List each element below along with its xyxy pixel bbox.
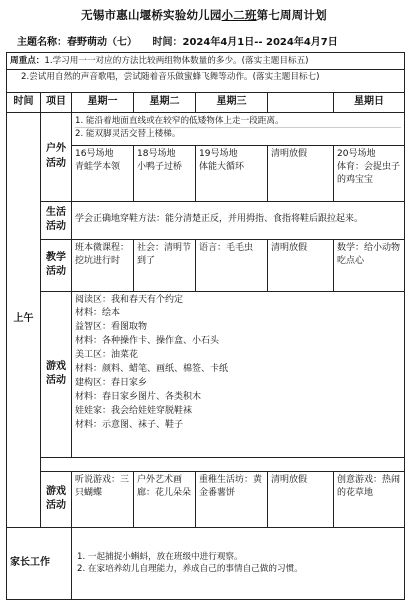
play-area-line: 娃娃家：我会给娃娃穿脱鞋袜: [75, 406, 193, 416]
afternoon-play-day-3: 重稚生活坊：黄金番薯饼: [196, 471, 268, 527]
header-item: 项目: [41, 93, 72, 113]
afternoon-play-day-5: 创意游戏：热闹的花草地: [334, 471, 405, 527]
family-work-item-1: 1. 一起捕捉小蝌蚪，放在班级中进行观察。: [77, 551, 243, 562]
outdoor-day-4: 清明放假: [268, 145, 334, 201]
play-area-line: 材料：春日家乡图片、各类积木: [75, 392, 202, 403]
page-title: [0, 7, 408, 23]
family-work-item-2: 2. 在家培养幼儿自理能力，养成自己的事情自己做的习惯。: [77, 564, 303, 574]
play-activity-row: [7, 291, 405, 457]
weekly-goals-row: [7, 53, 405, 93]
outdoor-goal-1: 1. 能沿着地面直线或在较窄的低矮物体上走一段距离。: [75, 115, 284, 126]
play-area-line: 建构区：春日家乡: [75, 378, 148, 389]
spacer-row: [7, 457, 405, 471]
weekly-goals-cell: [7, 53, 405, 93]
title-class: 小二班: [221, 8, 257, 22]
teaching-activity-row: [7, 239, 405, 291]
outdoor-activity-label: 户外活动: [41, 112, 72, 201]
weekly-plan-table: [6, 52, 405, 600]
morning-label: 上午: [7, 112, 41, 527]
weekly-goal-2: 2.尝试用自然的声音歌唱，尝试随着音乐做蜜蜂飞舞等动作。(落实主题目标七): [7, 69, 404, 83]
outdoor-day-1: 16号场地 青蛙学本领: [72, 145, 134, 201]
family-work-label: 家长工作: [7, 527, 72, 599]
weekly-goals-label: 周重点：: [10, 56, 45, 66]
play-area-line: 美工区：油菜花: [75, 350, 139, 361]
theme-name: 主题名称：春野萌动（七）: [17, 37, 137, 48]
life-activity-label: 生活活动: [41, 201, 72, 239]
play-area-line: 材料：示意图、袜子、鞋子: [75, 419, 184, 430]
afternoon-play-day-2: 户外艺术画廊：花儿朵朵: [134, 471, 196, 527]
play-activity-label: 游戏活动: [41, 291, 72, 457]
plan-time-range: 时间：2024年4月1日-- 2024年4月7日: [152, 37, 338, 48]
family-work-content: [72, 527, 405, 599]
outdoor-day-3: 19号场地 体能大循环: [196, 145, 268, 201]
play-area-line: 材料：各种操作卡、操作盒、小石头: [75, 336, 220, 347]
teaching-day-5: 数学：给小动物吃点心: [334, 239, 405, 291]
teaching-day-3: 语言：毛毛虫: [196, 239, 268, 291]
empty-cell: [41, 457, 405, 471]
outdoor-goal-2: 2. 能双脚灵活交替上楼梯。: [75, 127, 401, 140]
header-day-5: 星期日: [334, 93, 405, 113]
table-header-row: [7, 93, 405, 113]
afternoon-play-row: [7, 471, 405, 527]
plan-subheading: [17, 33, 397, 48]
teaching-day-1: 班本微课程：挖坑进行时: [72, 239, 134, 291]
afternoon-play-label: 游戏活动: [41, 471, 72, 527]
play-area-line: 益智区：看图取物: [75, 322, 148, 333]
teaching-day-4: 清明放假: [268, 239, 334, 291]
header-day-4: [268, 93, 334, 113]
title-school: 无锡市惠山堰桥实验幼儿园: [81, 8, 222, 22]
header-day-3: 星期三: [196, 93, 268, 113]
title-week: 第七周周计划: [256, 8, 327, 22]
teaching-day-2: 社会：清明节到了: [134, 239, 196, 291]
weekly-goal-1: 周重点：1.学习用一一对应的方法比较两组物体数量的多少。(落实主题目标五): [10, 56, 309, 66]
life-activity-row: [7, 201, 405, 239]
header-time: 时间: [7, 93, 41, 113]
family-work-row: [7, 527, 405, 599]
outdoor-goals-cell: [72, 112, 405, 145]
afternoon-play-day-4: 清明放假: [268, 471, 334, 527]
play-area-line: 材料：颜料、蜡笔、画纸、棉签、卡纸: [75, 364, 229, 375]
outdoor-goals-row: [7, 112, 405, 145]
play-area-line: 材料：绘本: [75, 308, 121, 319]
teaching-activity-label: 教学活动: [41, 239, 72, 291]
outdoor-day-5: 20号场地 体育：会捉虫子的鸡宝宝: [334, 145, 405, 201]
life-activity-content: 学会正确地穿鞋方法：能分清楚正反，并用拇指、食指将鞋后跟拉起来。: [72, 201, 405, 239]
play-area-line: 阅读区：我和春天有个约定: [75, 294, 184, 305]
header-day-1: 星期一: [72, 93, 134, 113]
header-day-2: 星期二: [134, 93, 196, 113]
outdoor-day-2: 18号场地 小鸭子过桥: [134, 145, 196, 201]
play-areas-cell: [72, 291, 405, 457]
afternoon-play-day-1: 听说游戏：三只蝴蝶: [72, 471, 134, 527]
